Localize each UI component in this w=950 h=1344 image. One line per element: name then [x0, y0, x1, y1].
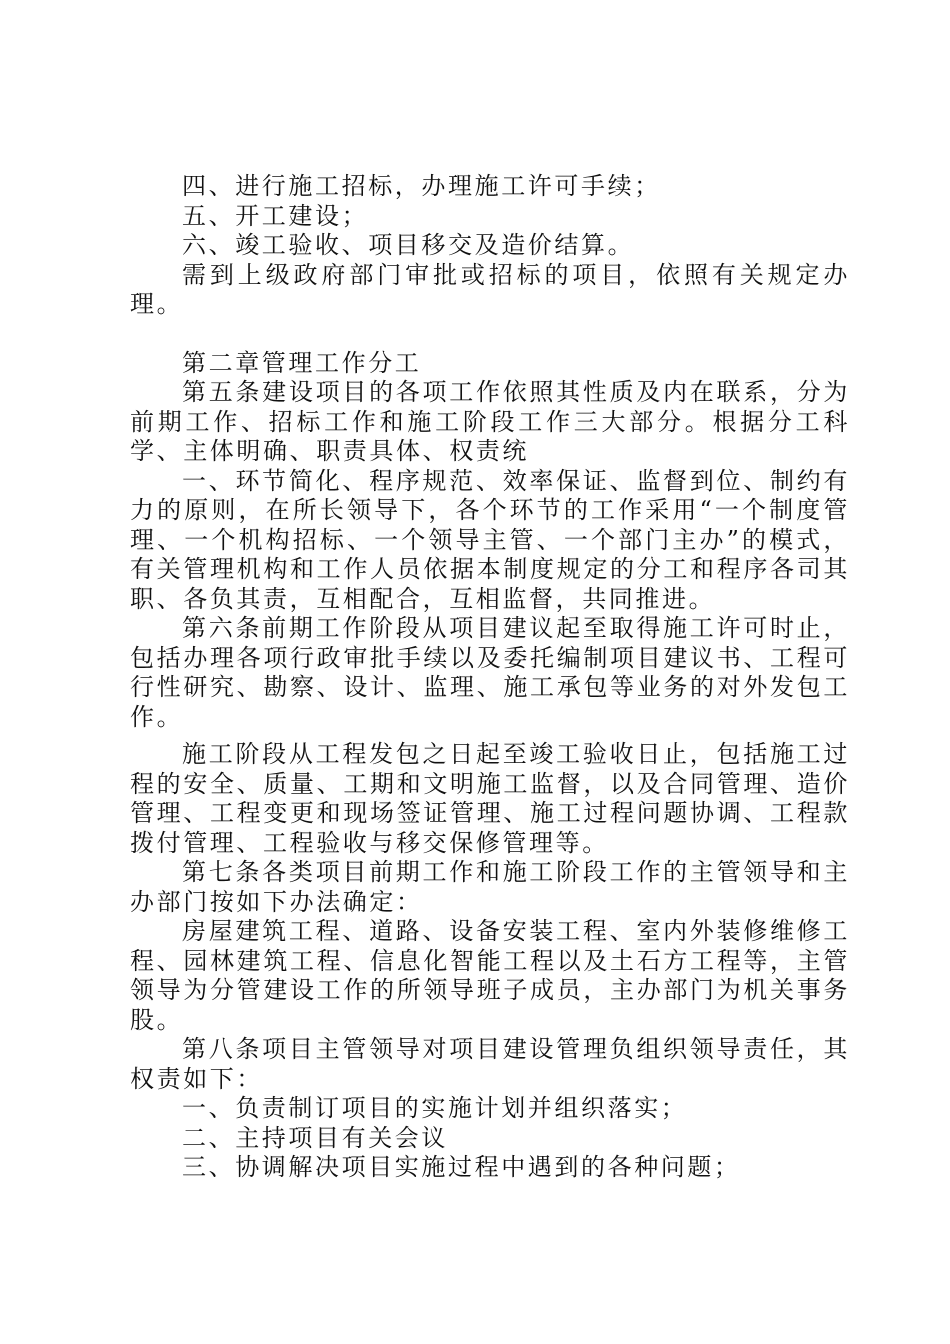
list-item-5: 五、开工建设； — [182, 201, 369, 230]
paragraph-gap — [130, 320, 850, 349]
article-8: 第八条项目主管领导对项目建设管理负组织领导责任，其权责如下： — [130, 1035, 850, 1093]
chapter-heading: 第二章管理工作分工 — [182, 348, 422, 377]
article-6: 第六条前期工作阶段从项目建议起至取得施工许可时止，包括办理各项行政审批手续以及委托编制项目建议书、工程可行性研究、勘察、设计、监理、施工承包等业务的对外发包工作。 — [130, 614, 850, 731]
list-item-6: 六、竣工验收、项目移交及造价结算。 — [182, 231, 635, 259]
approval-note: 需到上级政府部门审批或招标的项目，依照有关规定办理。 — [130, 260, 850, 318]
article-5: 第五条建设项目的各项工作依照其性质及内在联系，分为前期工作、招标工作和施工阶段工作三大部分。根据分工科学、主体明确、职责具体、权责统 — [130, 378, 850, 465]
list-item-4: 四、进行施工招标，办理施工许可手续； — [182, 172, 661, 200]
duty-item-2: 二、主持项目有关会议 — [182, 1123, 448, 1152]
duty-item-1: 一、负责制订项目的实施计划并组织落实； — [182, 1094, 688, 1122]
article-5-principles: 一、环节简化、程序规范、效率保证、监督到位、制约有力的原则，在所长领导下，各个环节的工作采用“一个制度管理、一个机构招标、一个领导主管、一个部门主办”的模式，有关管理机构和工作人员依据本制度规定的分工和程序各司其职、各负其责，互相配合，互相监督，共同推进。 — [130, 466, 850, 613]
document-page — [130, 172, 850, 1183]
article-7: 第七条各类项目前期工作和施工阶段工作的主管领导和主办部门按如下办法确定： — [130, 858, 850, 916]
duty-item-3: 三、协调解决项目实施过程中遇到的各种问题； — [182, 1153, 741, 1181]
project-types: 房屋建筑工程、道路、设备安装工程、室内外装修维修工程、园林建筑工程、信息化智能工程以及土石方工程等，主管领导为分管建设工作的所领导班子成员，主办部门为机关事务股。 — [130, 917, 850, 1034]
construction-phase: 施工阶段从工程发包之日起至竣工验收日止，包括施工过程的安全、质量、工期和文明施工监督，以及合同管理、造价管理、工程变更和现场签证管理、施工过程问题协调、工程款拨付管理、工程验收与移交保修管理等。 — [130, 740, 850, 857]
